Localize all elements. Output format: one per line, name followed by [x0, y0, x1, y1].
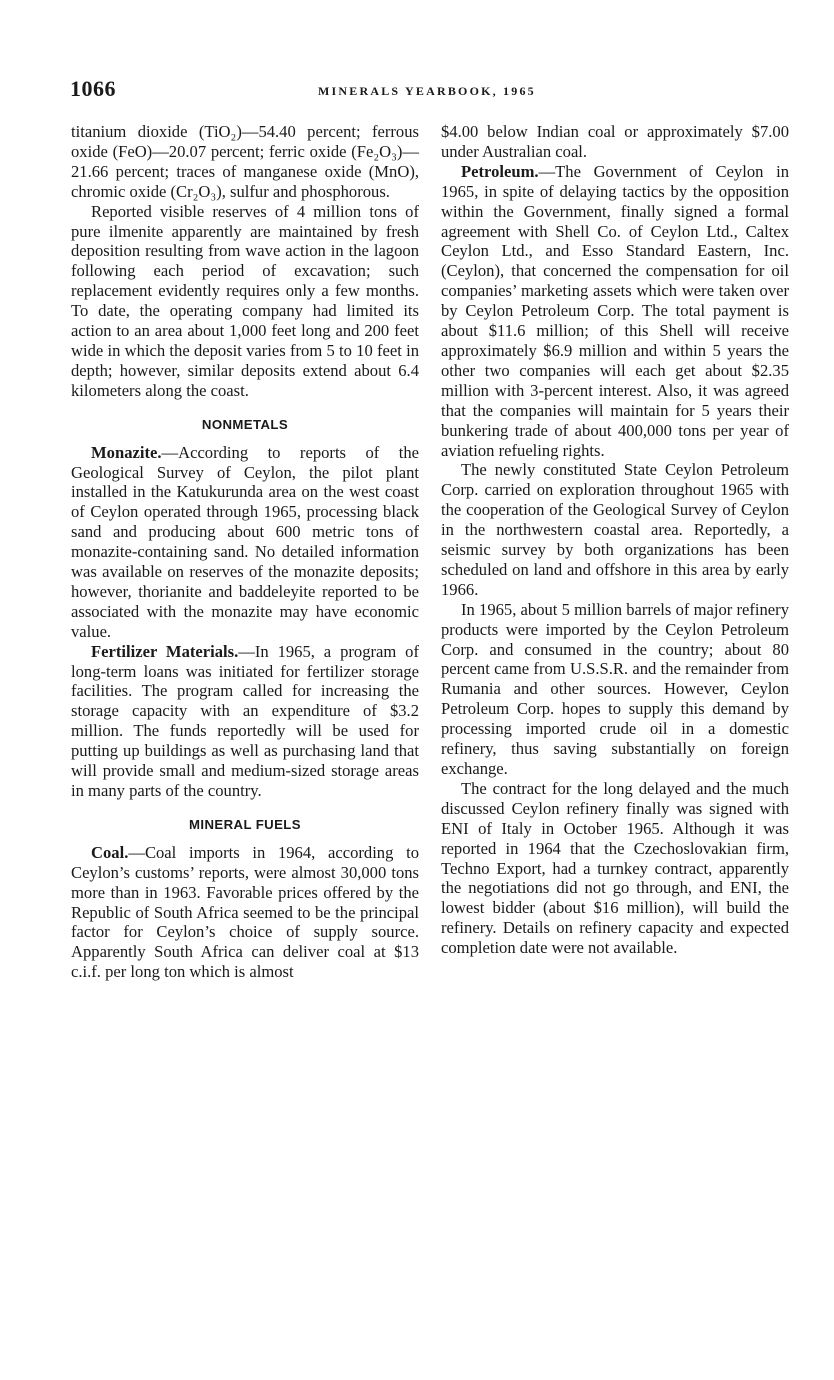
monazite-body: —According to reports of the Geological Survey of Ceylon, the pilot plant installed in the Katukurunda area on the west coast of Ceylon operated through 1965, processing black sand and producing about 600 metric tons of monazite-containing sand. No detailed information was available on reserves of the monazite deposits; however, thorianite and baddeleyite reported to be associated with the monazite may have economic value.	[71, 442, 419, 641]
run-in-title-coal: Coal.	[91, 842, 129, 862]
paragraph-coal	[71, 843, 419, 982]
petroleum-body: —The Government of Ceylon in 1965, in spite of delaying tactics by the opposition within the Government, finally signed a formal agreement with Shell Co. of Ceylon Ltd., Caltex Ceylon Ltd., and Esso Standard Eastern, Inc. (Ceylon), that concerned the compensation for oil companies’ marketing assets which were taken over by Ceylon Petroleum Corp. The total payment is about $11.6 million; of this Shell will receive approximately $6.9 million and within 5 years the other two companies will each get about $2.35 million with 3-percent interest. Also, it was agreed that the companies will maintain for 5 years their bunkering trade of about 400,000 tons per year of aviation refueling rights.	[441, 161, 789, 460]
coal-body: —Coal imports in 1964, according to Ceylon’s customs’ reports, were almost 30,000 tons more than in 1963. Favorable prices offered by the Republic of South Africa seemed to be the principal factor for Ceylon’s choice of supply source. Apparently South Africa can deliver coal at $13 c.i.f. per long ton which is almost	[71, 842, 419, 982]
run-in-title-fertilizer: Fertilizer Materials.	[91, 641, 239, 661]
paragraph-monazite	[71, 443, 419, 642]
paragraph-ilmenite-composition: titanium dioxide (TiO₂)—54.40 percent; ferrous oxide (FeO)—20.07 percent; ferric oxide (Fe₂O₃)—21.66 percent; traces of manganese oxide (MnO), chromic oxide (Cr₂O₃), sulfur and phosphorous.	[71, 122, 419, 201]
paragraph-refinery-contract: The contract for the long delayed and the much discussed Ceylon refinery finally was signed with ENI of Italy in October 1965. Although it was reported in 1964 that the Czechoslovakian firm, Techno Export, had a turnkey contract, apparently the negotiations did not go through, and ENI, the lowest bidder (about $16 million), will build the refinery. Details on refinery capacity and expected completion date were not available.	[441, 778, 789, 958]
fertilizer-body: —In 1965, a program of long-term loans was initiated for fertilizer storage facilities. The program called for increasing the storage capacity with an expenditure of $3.2 million. The funds reportedly will be used for putting up buildings as well as purchasing land that will provide small and medium-sized storage areas in many parts of the country.	[71, 641, 420, 800]
paragraph-coal-continued: $4.00 below Indian coal or approximately $7.00 under Australian coal.	[441, 122, 789, 161]
section-heading-mineral-fuels: MINERAL FUELS	[189, 816, 301, 832]
left-column	[71, 122, 419, 982]
paragraph-fertilizer	[71, 642, 419, 801]
running-head: MINERALS YEARBOOK, 1965	[318, 84, 536, 98]
paragraph-exploration: The newly constituted State Ceylon Petroleum Corp. carried on exploration throughout 1965 with the cooperation of the Geological Survey of Ceylon in the northwestern coastal area. Reportedly, a seismic survey by both organizations has been scheduled on land and offshore in this area by early 1966.	[441, 460, 789, 599]
paragraph-refinery-imports: In 1965, about 5 million barrels of major refinery products were imported by the Ceylon Petroleum Corp. and consumed in the country; about 80 percent came from U.S.S.R. and the remainder from Rumania and other sources. However, Ceylon Petroleum Corp. hopes to supply this demand by processing imported crude oil in a domestic refinery, thus saving substantially on foreign exchange.	[441, 599, 789, 778]
paragraph-ilmenite-reserves: Reported visible reserves of 4 million tons of pure ilmenite apparently are maintained by fresh deposition resulting from wave action in the lagoon following each period of excavation; such replacement evidently requires only a few months. To date, the operating company had limited its action to an area about 1,000 feet long and 200 feet wide in which the deposit varies from 5 to 10 feet in depth; however, similar deposits extend about 6.4 kilometers along the coast.	[71, 201, 419, 400]
right-column	[441, 122, 789, 958]
section-heading-nonmetals: NONMETALS	[201, 416, 289, 432]
paragraph-petroleum	[441, 162, 789, 461]
run-in-title-monazite: Monazite.	[91, 442, 162, 462]
page-number: 1066	[70, 76, 116, 101]
run-in-title-petroleum: Petroleum.	[461, 161, 539, 181]
